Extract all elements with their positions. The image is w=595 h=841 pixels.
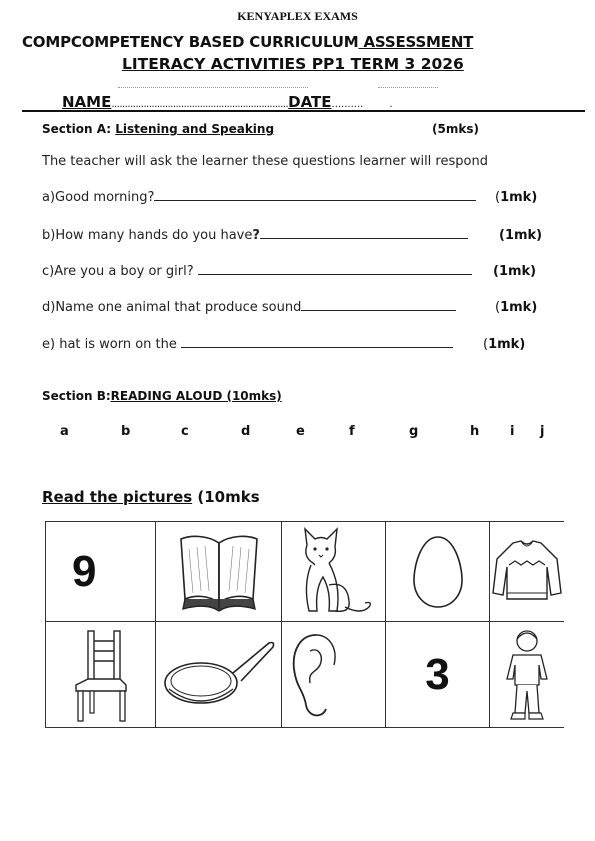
question-e	[42, 337, 453, 352]
title-line-1	[22, 33, 473, 51]
section-a-prefix: Section A:	[42, 122, 116, 136]
title-line-2: LITERACY ACTIVITIES PP1 TERM 3 2026	[122, 55, 464, 73]
mark-value: 1mk)	[500, 300, 538, 315]
mark-open: (	[495, 300, 501, 315]
picture-cell	[282, 522, 386, 622]
faint-dotted-line	[378, 87, 438, 88]
question-tail: ?	[252, 228, 260, 243]
section-a-instruction: The teacher will ask the learner these questions learner will respond	[42, 154, 488, 169]
egg-icon	[410, 534, 466, 610]
question-b	[42, 228, 468, 243]
picture-cell	[46, 622, 156, 727]
mark-value: (1mk)	[493, 264, 537, 279]
ear-icon	[288, 629, 342, 721]
picture-cell	[46, 522, 156, 622]
section-b-heading	[42, 389, 282, 403]
name-underline-rule	[22, 110, 585, 112]
mark-open: (	[495, 190, 501, 205]
pictures-marks: (10mks	[192, 488, 260, 506]
reading-letter: c	[181, 424, 189, 439]
question-a	[42, 190, 476, 205]
digit-nine: 9	[72, 546, 97, 596]
chair-icon	[66, 627, 136, 723]
exam-org-header: KENYAPLEX EXAMS	[237, 9, 358, 23]
section-a-heading	[42, 122, 274, 136]
picture-cell	[490, 622, 564, 727]
reading-letter: f	[349, 424, 355, 439]
question-c-mark	[493, 264, 536, 279]
faint-dotted-line	[118, 87, 308, 88]
name-date-row	[62, 93, 532, 111]
question-d	[42, 300, 456, 315]
digit-three: 3	[425, 649, 450, 699]
reading-letter: h	[470, 424, 480, 439]
reading-letter: e	[296, 424, 305, 439]
picture-grid	[45, 521, 564, 728]
question-text: d)Name one animal that produce sound	[42, 300, 302, 315]
question-text: e) hat is worn on the	[42, 337, 182, 352]
picture-cell	[156, 622, 282, 727]
sweater-icon	[491, 537, 563, 607]
picture-cell	[386, 522, 490, 622]
reading-letter: a	[60, 424, 69, 439]
question-text: c)Are you a boy or girl?	[42, 264, 198, 279]
title-prefix: COMPCOMPETENCY BASED CURRICULUM	[22, 33, 359, 51]
picture-cell	[386, 622, 490, 727]
section-b-prefix: Section B:	[42, 389, 111, 403]
mark-value: (1mk)	[499, 228, 543, 243]
reading-letter: j	[540, 424, 545, 439]
reading-letter: d	[241, 424, 251, 439]
name-label: NAME	[62, 93, 112, 111]
mark-value: 1mk)	[500, 190, 538, 205]
question-d-mark	[495, 300, 537, 315]
answer-line[interactable]	[301, 300, 456, 311]
question-e-mark	[483, 337, 525, 352]
date-label: DATE	[288, 93, 332, 111]
picture-cell	[282, 622, 386, 727]
pan-icon	[161, 635, 277, 715]
section-a-title: Listening and Speaking	[115, 122, 275, 136]
mark-open: (	[483, 337, 489, 352]
name-field[interactable]: ..................................................................	[111, 99, 289, 110]
reading-letter: i	[510, 424, 515, 439]
answer-line[interactable]	[181, 337, 453, 348]
answer-line[interactable]	[198, 264, 472, 275]
title-assessment: ASSESSMENT	[358, 33, 474, 51]
picture-cell	[490, 522, 564, 622]
answer-line[interactable]	[154, 190, 476, 201]
reading-letter: b	[121, 424, 131, 439]
date-field[interactable]: ..........	[331, 99, 364, 110]
question-text: a)Good morning?	[42, 190, 155, 205]
pictures-heading-text: Read the pictures	[42, 488, 193, 506]
question-text: b)How many hands do you have	[42, 228, 253, 243]
stray-dot: .	[389, 99, 393, 110]
book-icon	[171, 529, 267, 615]
boy-icon	[499, 627, 555, 723]
question-b-mark	[499, 228, 542, 243]
answer-line[interactable]	[260, 228, 468, 239]
mark-value: 1mk)	[488, 337, 526, 352]
question-c	[42, 264, 472, 279]
question-a-mark	[495, 190, 537, 205]
reading-letter: g	[409, 424, 419, 439]
section-a-marks: (5mks)	[432, 122, 479, 136]
section-b-title: READING ALOUD (10mks)	[110, 389, 282, 403]
cat-icon	[289, 525, 379, 619]
picture-cell	[156, 522, 282, 622]
pictures-heading	[42, 488, 260, 506]
